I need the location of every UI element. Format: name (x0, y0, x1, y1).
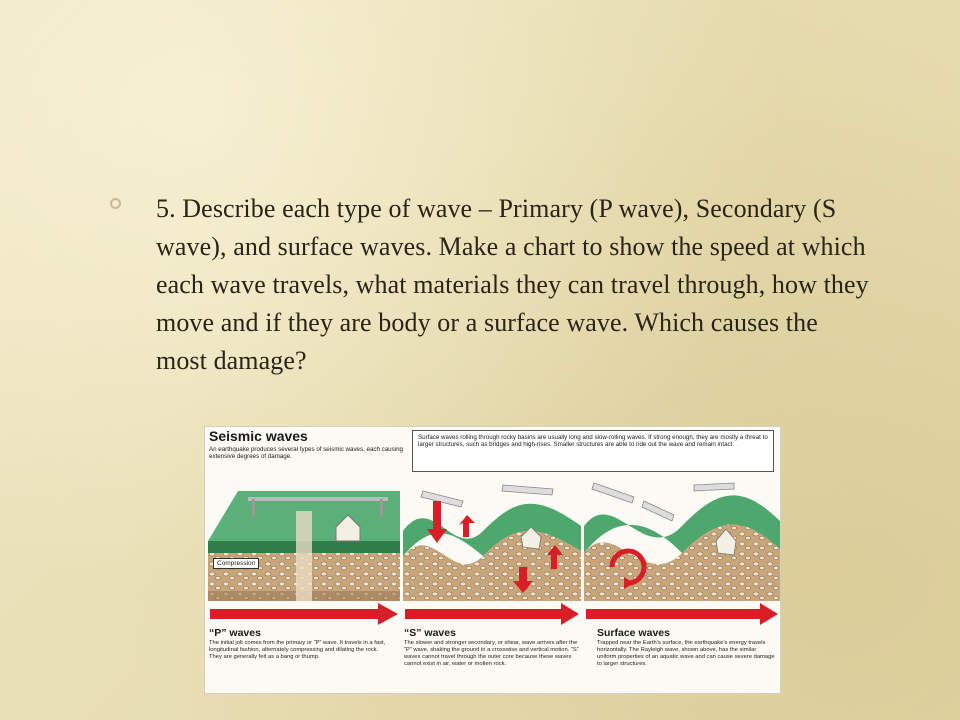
s-wave-caption (404, 627, 584, 668)
bullet-circle-icon (110, 198, 121, 209)
p-wave-panel (208, 471, 400, 629)
surface-wave-panel (584, 471, 780, 629)
surface-wave-title: Surface waves (597, 627, 670, 639)
p-wave-title: “P” waves (209, 627, 261, 639)
surface-wave-caption (597, 627, 777, 668)
surface-wave-illustration (584, 471, 780, 629)
seismic-waves-diagram (204, 426, 781, 694)
diagram-title: Seismic waves (209, 428, 308, 444)
s-wave-up-arrow (459, 515, 475, 537)
p-wave-illustration (208, 471, 400, 629)
s-wave-text: The slower and stronger secondary, or shear, wave arrives after the “P” wave, shaking the ground in a crosswise and vertical motion. “S” waves cannot travel through the outer core because these waves cannot exist in air, water or molten rock. (404, 640, 579, 667)
s-wave-arrow (405, 603, 579, 625)
s-wave-title: “S” waves (404, 627, 456, 639)
p-wave-arrow (210, 603, 398, 625)
s-wave-panel (403, 471, 581, 629)
s-wave-illustration (403, 471, 581, 629)
p-wave-text: The initial jolt comes from the primary or “P” wave. It travels in a fast, longitudinal fashion, alternately compressing and dilating the rock. They are generally felt as a bang or thump. (209, 640, 386, 660)
diagram-intro: An earthquake produces several types of seismic waves, each causing extensive degrees of damage. (209, 446, 403, 461)
surface-wave-text: Trapped near the Earth’s surface, the earthquake’s energy travels horizontally. The Rayleigh wave, shown above, has the similar uniform properties of an aquatic wave and can cause severe damage to larger structures. (597, 640, 775, 667)
bullet-item (110, 190, 870, 380)
surface-wave-arrow (586, 603, 778, 625)
surface-waves-callout: Surface waves rolling through rocky basins are usually long and slow-rolling waves. If strong enough, they are mostly a threat to larger structures, such as bridges and high-rises. Smaller structures are able to ride out the wave and remain intact. (412, 430, 774, 472)
compression-label: Compression (213, 558, 259, 569)
p-wave-caption (209, 627, 389, 661)
bullet-text: 5. Describe each type of wave – Primary (P wave), Secondary (S wave), and surface waves. Make a chart to show the speed at which each wave travels, what materials they can travel through, how they move and if they are body or a surface wave. Which causes the most damage? (156, 194, 869, 375)
